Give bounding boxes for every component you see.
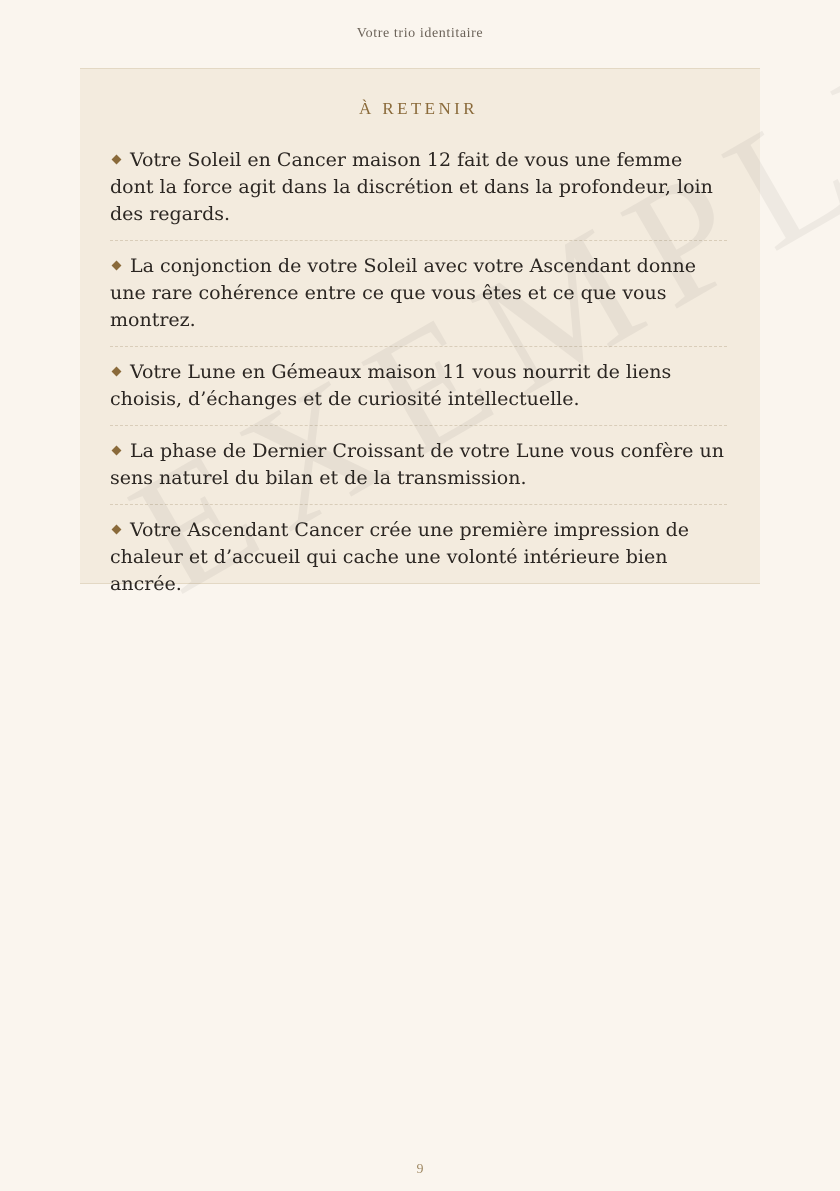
retain-box (80, 68, 760, 595)
retain-item (110, 517, 727, 610)
diamond-icon (112, 525, 122, 535)
retain-item-text: La phase de Dernier Croissant de votre Lune vous confère un sens naturel du bilan et de la transmission. (110, 440, 724, 489)
retain-item (110, 438, 727, 505)
retain-list (110, 147, 727, 610)
retain-item-text: Votre Soleil en Cancer maison 12 fait de vous une femme dont la force agit dans la discrétion et dans la profondeur, loin des regards. (110, 149, 713, 225)
retain-item (110, 359, 727, 426)
page-number: 9 (416, 1162, 424, 1177)
retain-item (110, 253, 727, 347)
diamond-icon (112, 367, 122, 377)
diamond-icon (112, 446, 122, 456)
diamond-icon (112, 261, 122, 271)
running-header: Votre trio identitaire (356, 26, 484, 41)
retain-item-text: Votre Ascendant Cancer crée une première impression de chaleur et d’accueil qui cache une volonté intérieure bien ancrée. (110, 519, 690, 595)
retain-box-title: À RETENIR (359, 99, 478, 118)
diamond-icon (112, 155, 122, 165)
retain-item-text: Votre Lune en Gémeaux maison 11 vous nourrit de liens choisis, d’échanges et de curiosité intellectuelle. (110, 361, 672, 410)
retain-item (110, 147, 727, 241)
retain-item-text: La conjonction de votre Soleil avec votre Ascendant donne une rare cohérence entre ce que vous êtes et ce que vous montrez. (110, 255, 697, 331)
